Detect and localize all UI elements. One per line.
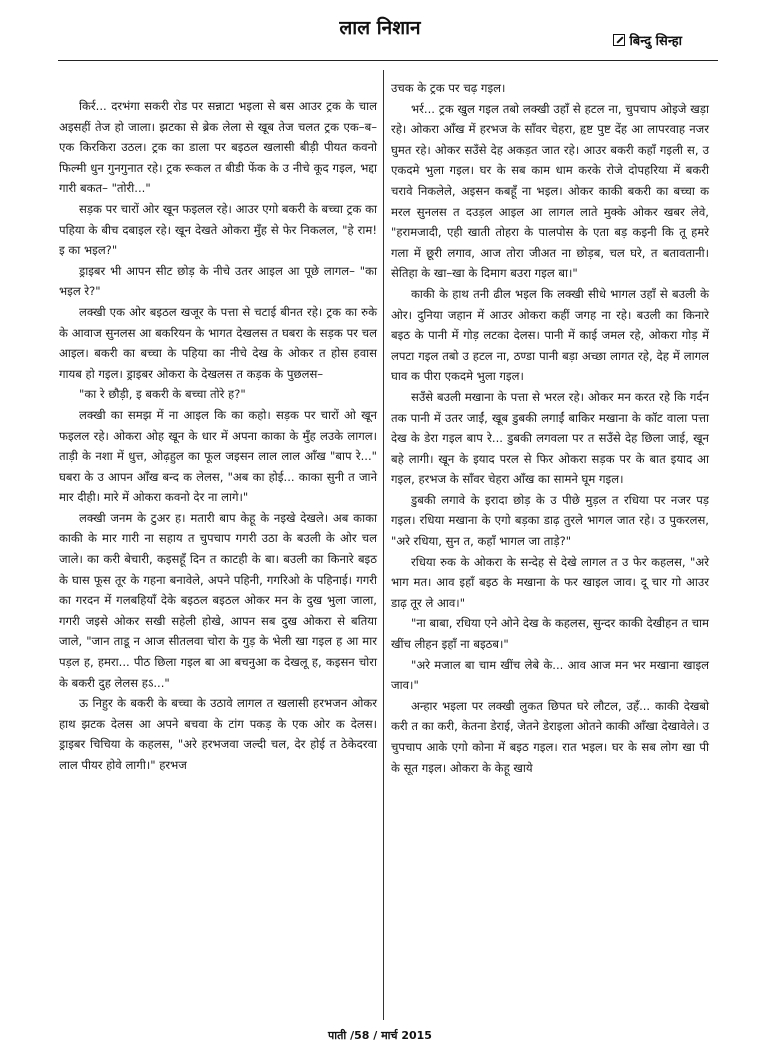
paragraph: काकी के हाथ तनी ढील भइल कि लक्खी सीधे भागल उहाँ से बउली के ओर। दुनिया जहान में आउर ओकरा कहीं जगह ना रहे। बउली का किनारे बइठ के पानी में गोड़ लटका देलस। पानी में काई जमल रहे, ओकरा गोड़ में लपटा गइल तबो उ हटल ना, ठण्डा पानी बड़ा अच्छा लागत रहे, देह में लागल घाव क पीरा एकदमे भुला गइल। [391,286,709,384]
paragraph: लक्खी जनम के टुअर ह। मतारी बाप केहू के नइखे देखले। अब काका काकी के मार गारी ना सहाय त चुपचाप गगरी उठा के बउली के ओर चल जाले। का करी बेचारी, कइसहूँ दिन त काटही के बा। बउली का किनारे बइठ के घास फूस तूर के गहना बनावेले, अपने पहिनी, गगरिओ के पहिनाई। गगरी का गरदन में गलबहियाँ देके बइठल बइठल ओकर मन के दुख भुला जाला, गगरी जइसे ओकर सखी सहेली होखे, आपन सब दुख ओकरा से बतिया जाले, "जान ताडू न आज सीतलवा चोरा के गुड़ के भेली खा गइल ह आ मार पड़ल ह, हमरा... पीठ छिला गइल बा आ बचनुआ क देखलू ह, कइसन चोरा के बकरी दुह लेलस हऽ..." [59,510,377,690]
paragraph: डुबकी लगावे के इरादा छोड़ के उ पीछे मुड़ल त रधिया पर नजर पड़ गइल। रधिया मखाना के एगो बड़का डाढ़ तुरले भागल जात रहे। उ पुकरलस, "अरे रधिया, सुन त, कहाँ भागल जा ताड़े?" [391,492,709,549]
paragraph: "ना बाबा, रधिया एने ओने देख के कहलस, सुन्दर काकी देखीहन त चाम खींच लीहन इहाँ ना बइठब।" [391,616,709,652]
paragraph: किर्र... दरभंगा सकरी रोड पर सन्नाटा भइला से बस आउर ट्रक के चाल अइसहीं तेज हो जाला। झटका से ब्रेक लेला से खूब तेज चलत ट्रक एक–ब–एक किरकिरा उठल। ट्रक का डाला पर बइठल खलासी बीड़ी पीयत कवनो फिल्मी धुन गुनगुनात रहे। ट्रक रूकल त बीडी फेंक के उ नीचे कूद गइल, भद्दा गारी बकत– "तोरी..." [59,99,377,196]
paragraph: लक्खी एक ओर बइठल खजूर के पत्ता से चटाई बीनत रहे। ट्रक का रुके के आवाज सुनलस आ बकरियन के भागत देखलस त घबरा के सड़क पर चल आइल। बकरी का बच्चा के पहिया का नीचे देख के ओकर त होस हवास गायब हो गइल। ड्राइबर ओकरा के देखलस त कड़क के पुछलस– [59,304,377,381]
paragraph: "का रे छौड़ी, इ बकरी के बच्चा तोरे ह?" [79,387,246,402]
author-byline [613,31,682,49]
paragraph: भर्र... ट्रक खुल गइल तबो लक्खी उहाँ से हटल ना, चुपचाप ओइजे खड़ा रहे। ओकरा आँख में हरभज के साँवर चेहरा, हृष्ट पुष्ट देंह आ लापरवाह नजर घुमत रहे। ओकर सउँसे देह अकड़त जात रहे। आउर बकरी कहाँ गइली स, उ एकदमे भुला गइल। घर के सब काम धाम करके रोजे दोपहरिया में बकरी चरावे निकलेले, अइसन कबहूँ ना भइल। ओकर काकी बकरी का बच्चा क मरल सुनलस त दउड़ल आइल आ लागल लाते मुक्के ओकर खबर लेवे, "हरामजादी, एही खाती तोहरा के पालपोस के एता बड़ कइनी कि तू हमरे गला में छूरी लगाव, आज तोरा जीअत ना छोड़ब, चल घरे, त बतावतानी। सेतिहा के खा–खा के दिमाग बउरा गइल बा।" [391,101,709,281]
paragraph: अन्हार भइला पर लक्खी लुकत छिपत घरे लौटल, उहँ... काकी देखबो करी त का करी, केतना डेराई, जेतने डेराइला ओतने काकी आँखा देखावेले। उ चुपचाप आके एगो कोना में बइठ गइल। रात भइल। घर के सब लोग खा पी के सूत गइल। ओकरा के केहू खाये [391,698,709,775]
paragraph: लक्खी का समझ में ना आइल कि का कहो। सड़क पर चारों ओ खून फइलल रहे। ओकरा ओह खून के धार में अपना काका के मुँह लउके लागल। ताड़ी के नशा में धुत्त, ओढ़हुल का फूल जइसन लाल लाल आँख "बाप रे..." घबरा के उ आपन आँख बन्द क लेलस, "अब का होई... काका सुनी त जाने मार दीही। मारे में ओकरा कवनो देर ना लागे।" [59,407,377,505]
paragraph: उचक के ट्रक पर चढ़ गइल। [391,81,506,95]
paragraph: रधिया रुक के ओकरा के सन्देह से देखे लागल त उ फेर कहलस, "अरे भाग मत। आव इहाँ बइठ के मखाना के फर खाइल जाव। दू चार गो आउर डाढ़ तूर ले आव।" [391,554,709,610]
page-footer: पाती /58 / मार्च 2015 [328,1029,432,1042]
left-column [59,96,377,776]
paragraph: ऊ निहुर के बकरी के बच्चा के उठावे लागल त खलासी हरभजन ओकर हाथ झटक देलस आ अपने बचवा के टांग पकड़ के एक ओर क देलस। ड्राइबर चिचिया के कहलस, "अरे हरभजवा जल्दी चल, देर होई त ठेकेदरवा लाल पीयर होवे लागी।" हरभज [59,696,377,772]
right-column [391,78,709,778]
paragraph: सउँसे बउली मखाना के पत्ता से भरल रहे। ओकर मन करत रहे कि गर्दन तक पानी में उतर जाईं, खूब डुबकी लगाईं बाकिर मखाना के कॉट वाला पत्ता देख के डेरा गइल बाप रे... डुबकी लगवला पर त सउँसे देह छिला जाई, खून बहे लागी। खून के इयाद परल से फिर ओकरा सड़क पर के बात इयाद आ गइल, हरभज के साँवर चेहरा आँख का सामने घूम गइल। [391,389,709,487]
column-divider [383,70,384,1020]
paragraph: "अरे मजाल बा चाम खींच लेबे के... आव आज मन भर मखाना खाइल जाव।" [391,657,709,693]
paragraph: ड्राइबर भी आपन सीट छोड़ के नीचे उतर आइल आ पूछे लागल– "का भइल रे?" [59,263,377,299]
pen-icon [613,34,625,46]
story-title: लाल निशान [339,17,421,39]
header-rule [58,60,718,61]
author-name: बिन्दु सिन्हा [629,34,682,49]
page-header [0,0,760,62]
paragraph: सड़क पर चारों ओर खून फइलल रहे। आउर एगो बकरी के बच्चा ट्रक का पहिया के बीच दबाइल रहे। खून देखते ओकरा मुँह से फेर निकलल, "हे राम! इ का भइल?" [59,201,377,258]
